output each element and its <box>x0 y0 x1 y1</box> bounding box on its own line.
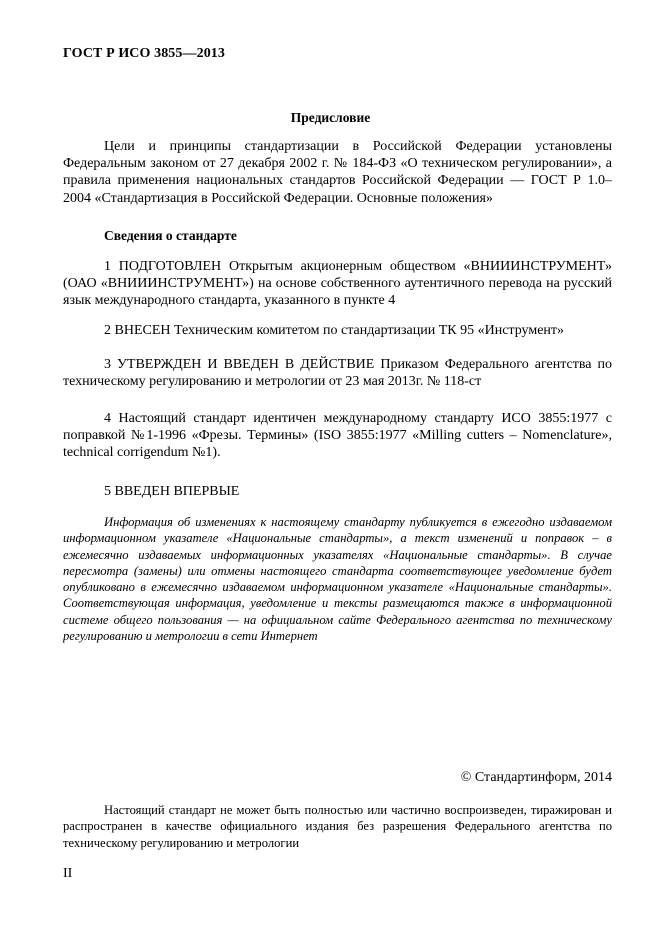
standard-info-item-2: 2 ВНЕСЕН Техническим комитетом по стандартизации ТК 95 «Инструмент» <box>104 323 565 338</box>
change-notice-paragraph: Информация об изменениях к настоящему стандарту публикуется в ежегодно издаваемом информационном указателе «Национальные стандарты», а текст изменений и поправок – в ежемесячно издаваемых информационных указателях «Национальные стандарты». В случае пересмотра (замены) или отмены настоящего стандарта соответствующее уведомление будет опубликовано в ежемесячно издаваемом информационном указателе «Национальные стандарты». Соответствующая информация, уведомление и тексты размещаются также в информационной системе общего пользования — на официальном сайте Федерального агентства по техническому регулированию и метрологии в сети Интернет <box>63 515 612 644</box>
page-number: II <box>63 866 73 881</box>
standard-info-title: Сведения о стандарте <box>104 228 237 243</box>
copyright-notice: © Стандартинформ, 2014 <box>460 770 612 785</box>
foreword-intro-paragraph: Цели и принципы стандартизации в Российской Федерации установлены Федеральным законом от 27 декабря 2002 г. № 184-ФЗ «О техническом регулировании», а правила применения национальных стандартов Российской Федерации — ГОСТ Р 1.0–2004 «Стандартизация в Российской Федерации. Основные положения» <box>63 139 612 206</box>
standard-info-item-3: 3 УТВЕРЖДЕН И ВВЕДЕН В ДЕЙСТВИЕ Приказом Федерального агентства по техническому регулированию и метрологии от 23 мая 2013г. № 118-ст <box>63 357 612 390</box>
reproduction-notice-paragraph: Настоящий стандарт не может быть полностью или частично воспроизведен, тиражирован и распространен в качестве официального издания без разрешения Федерального агентства по техническому регулированию и метрологии <box>63 803 612 850</box>
standard-info-item-4: 4 Настоящий стандарт идентичен международному стандарту ИСО 3855:1977 с поправкой №1-1996 «Фрезы. Термины» (ISO 3855:1977 «Milling cutters – Nomenclature», technical corrigendum №1). <box>63 411 612 461</box>
document-code-header: ГОСТ Р ИСО 3855—2013 <box>63 46 226 61</box>
standard-info-item-1: 1 ПОДГОТОВЛЕН Открытым акционерным обществом «ВНИИИНСТРУМЕНТ» (ОАО «ВНИИИНСТРУМЕНТ») на основе собственного аутентичного перевода на русский язык международного стандарта, указанного в пункте 4 <box>63 259 612 309</box>
foreword-title: Предисловие <box>290 110 371 125</box>
standard-info-item-5: 5 ВВЕДЕН ВПЕРВЫЕ <box>104 484 240 499</box>
